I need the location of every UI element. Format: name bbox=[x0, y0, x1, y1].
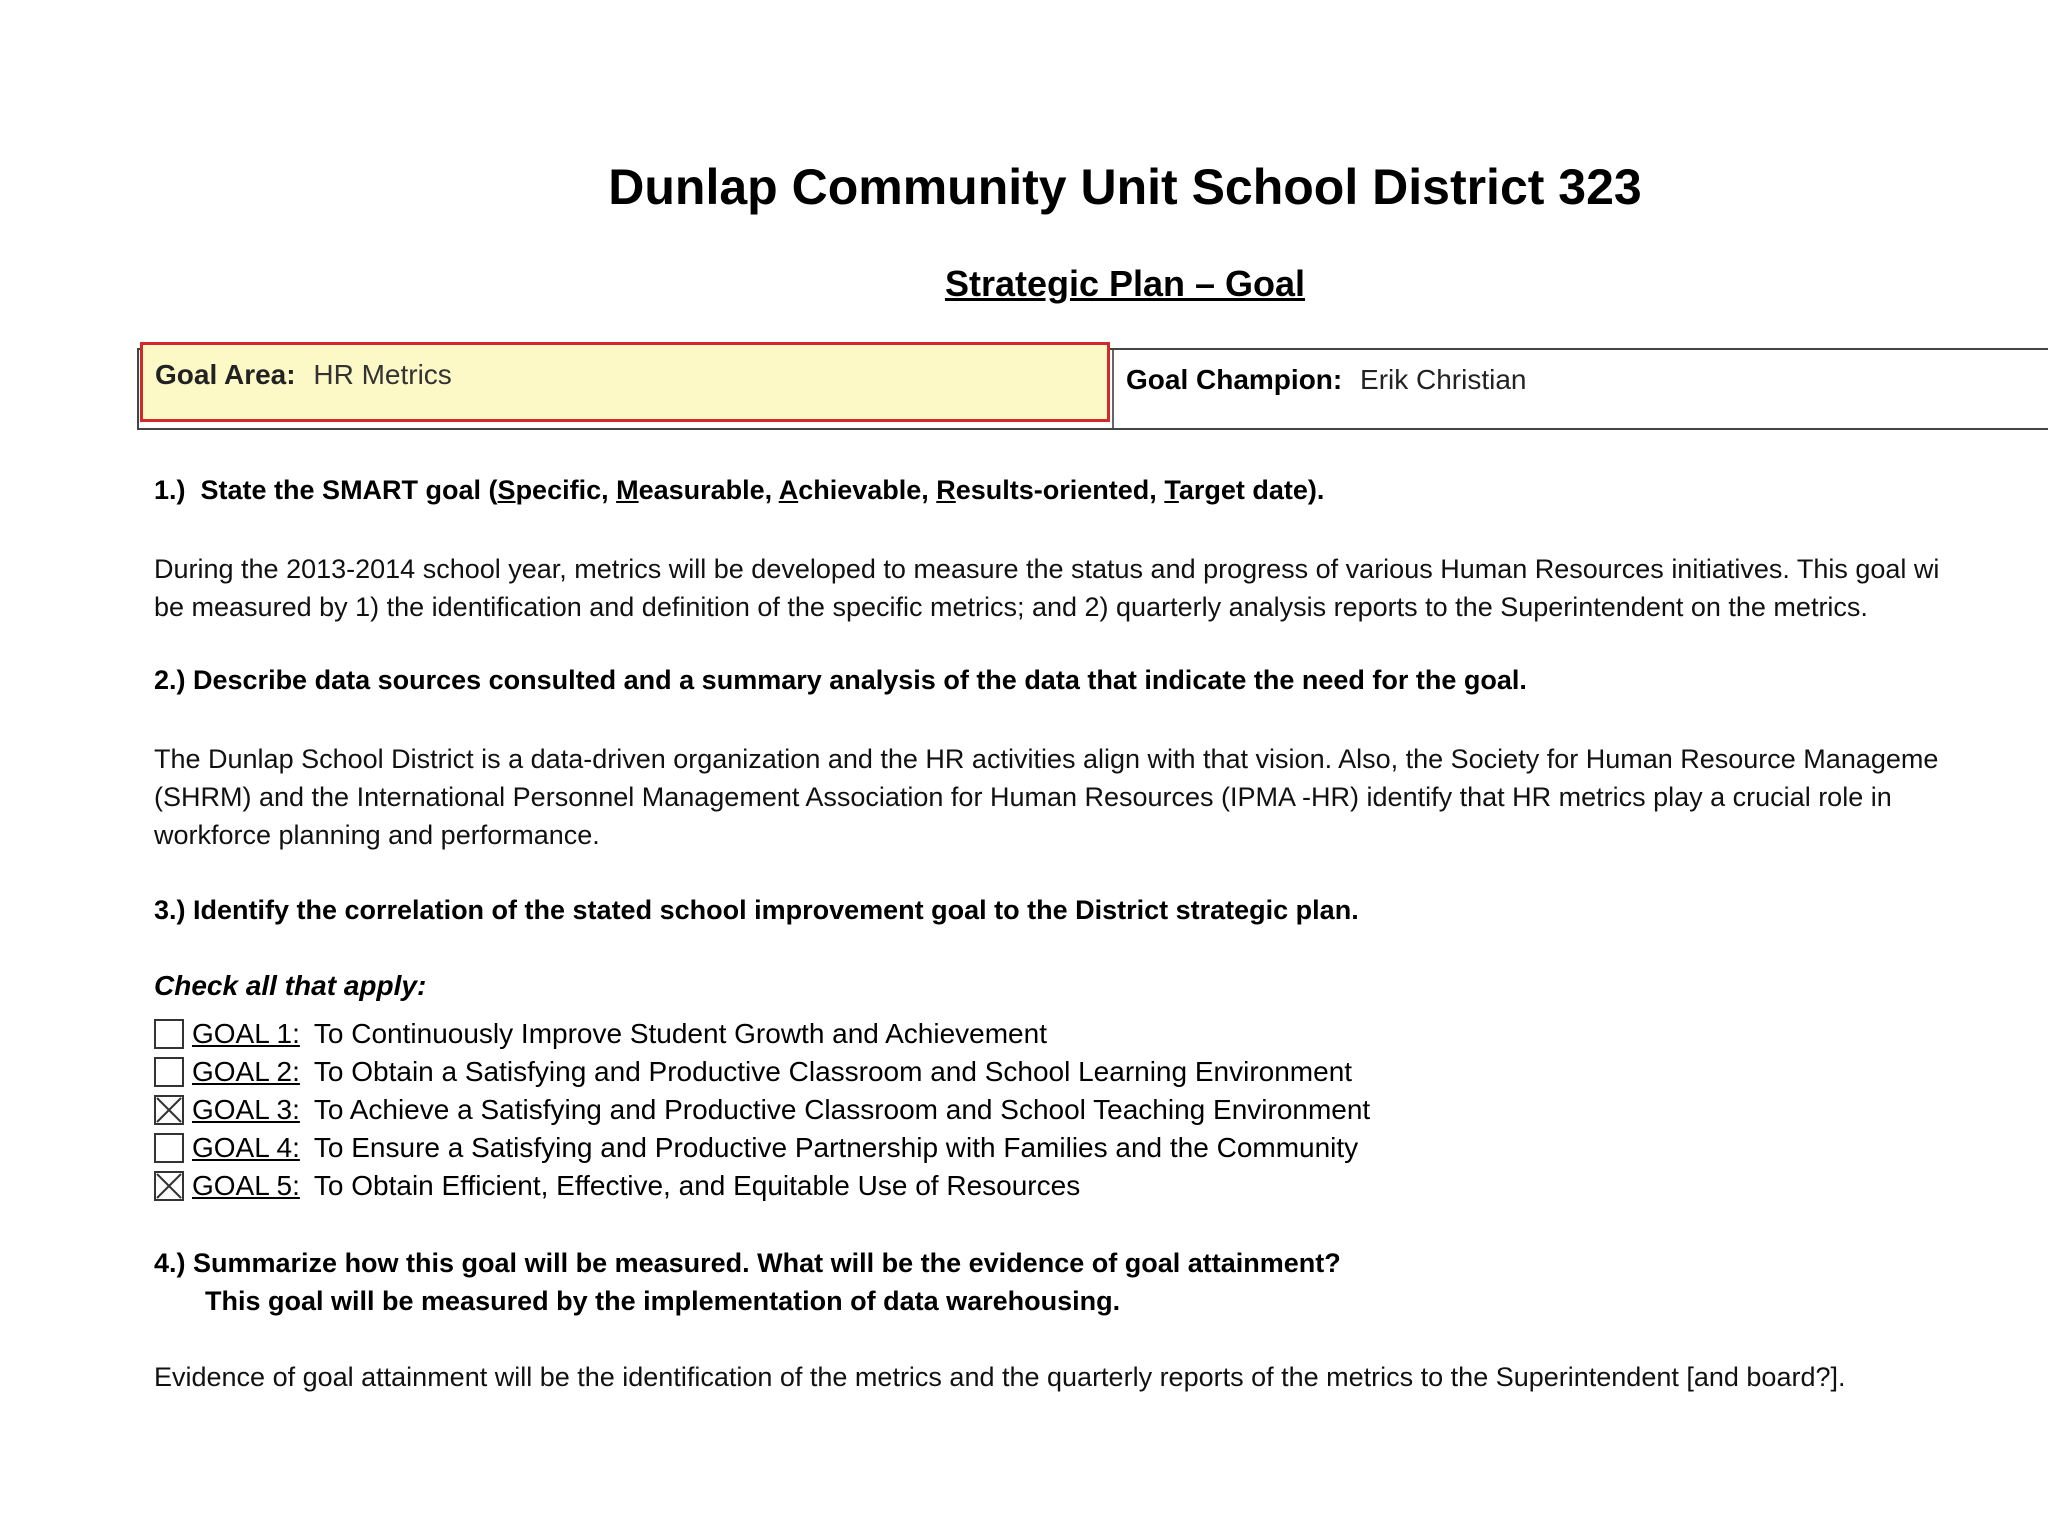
heading-initial: S bbox=[497, 475, 516, 505]
heading-part: arget date). bbox=[1178, 475, 1325, 505]
checkbox-x-icon bbox=[156, 1097, 182, 1123]
goal-1-id: GOAL 1: bbox=[192, 1018, 300, 1049]
section2-heading: 2.) Describe data sources consulted and a summary analysis of the data that indicate the need for the goal. bbox=[154, 665, 1527, 695]
section1-body bbox=[154, 550, 1939, 626]
goal-area-value: HR Metrics bbox=[313, 359, 452, 390]
heading-initial: R bbox=[936, 475, 956, 505]
checkbox-x-icon bbox=[156, 1173, 182, 1199]
check-all-label: Check all that apply: bbox=[154, 970, 427, 1001]
heading-part: chievable, bbox=[798, 475, 937, 505]
paragraph-line: be measured by 1) the identification and definition of the specific metrics; and 2) quarterly analysis reports to the Superintendent on the metrics. bbox=[154, 592, 1868, 622]
goal-4-id: GOAL 4: bbox=[192, 1132, 300, 1163]
goal-4-checkbox[interactable] bbox=[154, 1133, 184, 1163]
heading-part: easurable, bbox=[638, 475, 779, 505]
section4-evidence: Evidence of goal attainment will be the identification of the metrics and the quarterly reports of the metrics to the Superintendent [and board?]. bbox=[154, 1362, 1846, 1392]
heading-part: esults-oriented, bbox=[955, 475, 1165, 505]
section1-heading bbox=[154, 475, 1324, 506]
goal-checklist bbox=[154, 1015, 1370, 1205]
paragraph-line: During the 2013-2014 school year, metrics will be developed to measure the status and progress of various Human Resources initiatives. This goal wi bbox=[154, 554, 1940, 584]
document-subtitle: Strategic Plan – Goal bbox=[944, 263, 1306, 304]
checkbox-empty-icon bbox=[156, 1059, 182, 1085]
goal-item-3 bbox=[154, 1091, 1370, 1129]
goal-champion-cell bbox=[1112, 350, 2048, 428]
goal-item-4 bbox=[154, 1129, 1370, 1167]
goal-2-id: GOAL 2: bbox=[192, 1056, 300, 1087]
goal-4-text: To Ensure a Satisfying and Productive Partnership with Families and the Community bbox=[313, 1132, 1359, 1163]
section2-body bbox=[154, 740, 1938, 854]
goal-5-checkbox[interactable] bbox=[154, 1171, 184, 1201]
paragraph-line: The Dunlap School District is a data-driven organization and the HR activities align with that vision. Also, the Society for Human Resource Manageme bbox=[154, 744, 1939, 774]
goal-champion-label: Goal Champion: bbox=[1126, 364, 1343, 395]
heading-initial: T bbox=[1164, 475, 1179, 505]
goal-area-cell[interactable] bbox=[140, 342, 1110, 422]
goal-3-checkbox[interactable] bbox=[154, 1095, 184, 1125]
goal-5-text: To Obtain Efficient, Effective, and Equitable Use of Resources bbox=[313, 1170, 1081, 1201]
heading-part: pecific, bbox=[515, 475, 617, 505]
goal-2-text: To Obtain a Satisfying and Productive Classroom and School Learning Environment bbox=[313, 1056, 1353, 1087]
section4-subheading: This goal will be measured by the implementation of data warehousing. bbox=[205, 1286, 1121, 1316]
goal-item-5 bbox=[154, 1167, 1370, 1205]
goal-1-checkbox[interactable] bbox=[154, 1019, 184, 1049]
section3-heading: 3.) Identify the correlation of the stated school improvement goal to the District strategic plan. bbox=[154, 895, 1359, 925]
goal-champion-value: Erik Christian bbox=[1360, 364, 1527, 395]
goal-1-text: To Continuously Improve Student Growth and Achievement bbox=[313, 1018, 1047, 1049]
goal-5-id: GOAL 5: bbox=[192, 1170, 300, 1201]
section4-heading: 4.) Summarize how this goal will be measured. What will be the evidence of goal attainment? bbox=[154, 1248, 1341, 1278]
goal-item-1 bbox=[154, 1015, 1370, 1053]
paragraph-line: (SHRM) and the International Personnel Management Association for Human Resources (IPMA -HR) identify that HR metrics play a crucial role in bbox=[154, 782, 1892, 812]
goal-3-id: GOAL 3: bbox=[192, 1094, 300, 1125]
goal-3-text: To Achieve a Satisfying and Productive Classroom and School Teaching Environment bbox=[313, 1094, 1371, 1125]
goal-2-checkbox[interactable] bbox=[154, 1057, 184, 1087]
heading-initial: M bbox=[616, 475, 639, 505]
paragraph-line: workforce planning and performance. bbox=[154, 820, 600, 850]
goal-item-2 bbox=[154, 1053, 1370, 1091]
checkbox-empty-icon bbox=[156, 1021, 182, 1047]
document-title: Dunlap Community Unit School District 323 bbox=[608, 159, 1642, 215]
section1-number: 1.) bbox=[154, 475, 186, 505]
goal-area-label: Goal Area: bbox=[155, 359, 296, 390]
checkbox-empty-icon bbox=[156, 1135, 182, 1161]
heading-part: State the SMART goal ( bbox=[200, 475, 498, 505]
heading-initial: A bbox=[778, 475, 799, 505]
